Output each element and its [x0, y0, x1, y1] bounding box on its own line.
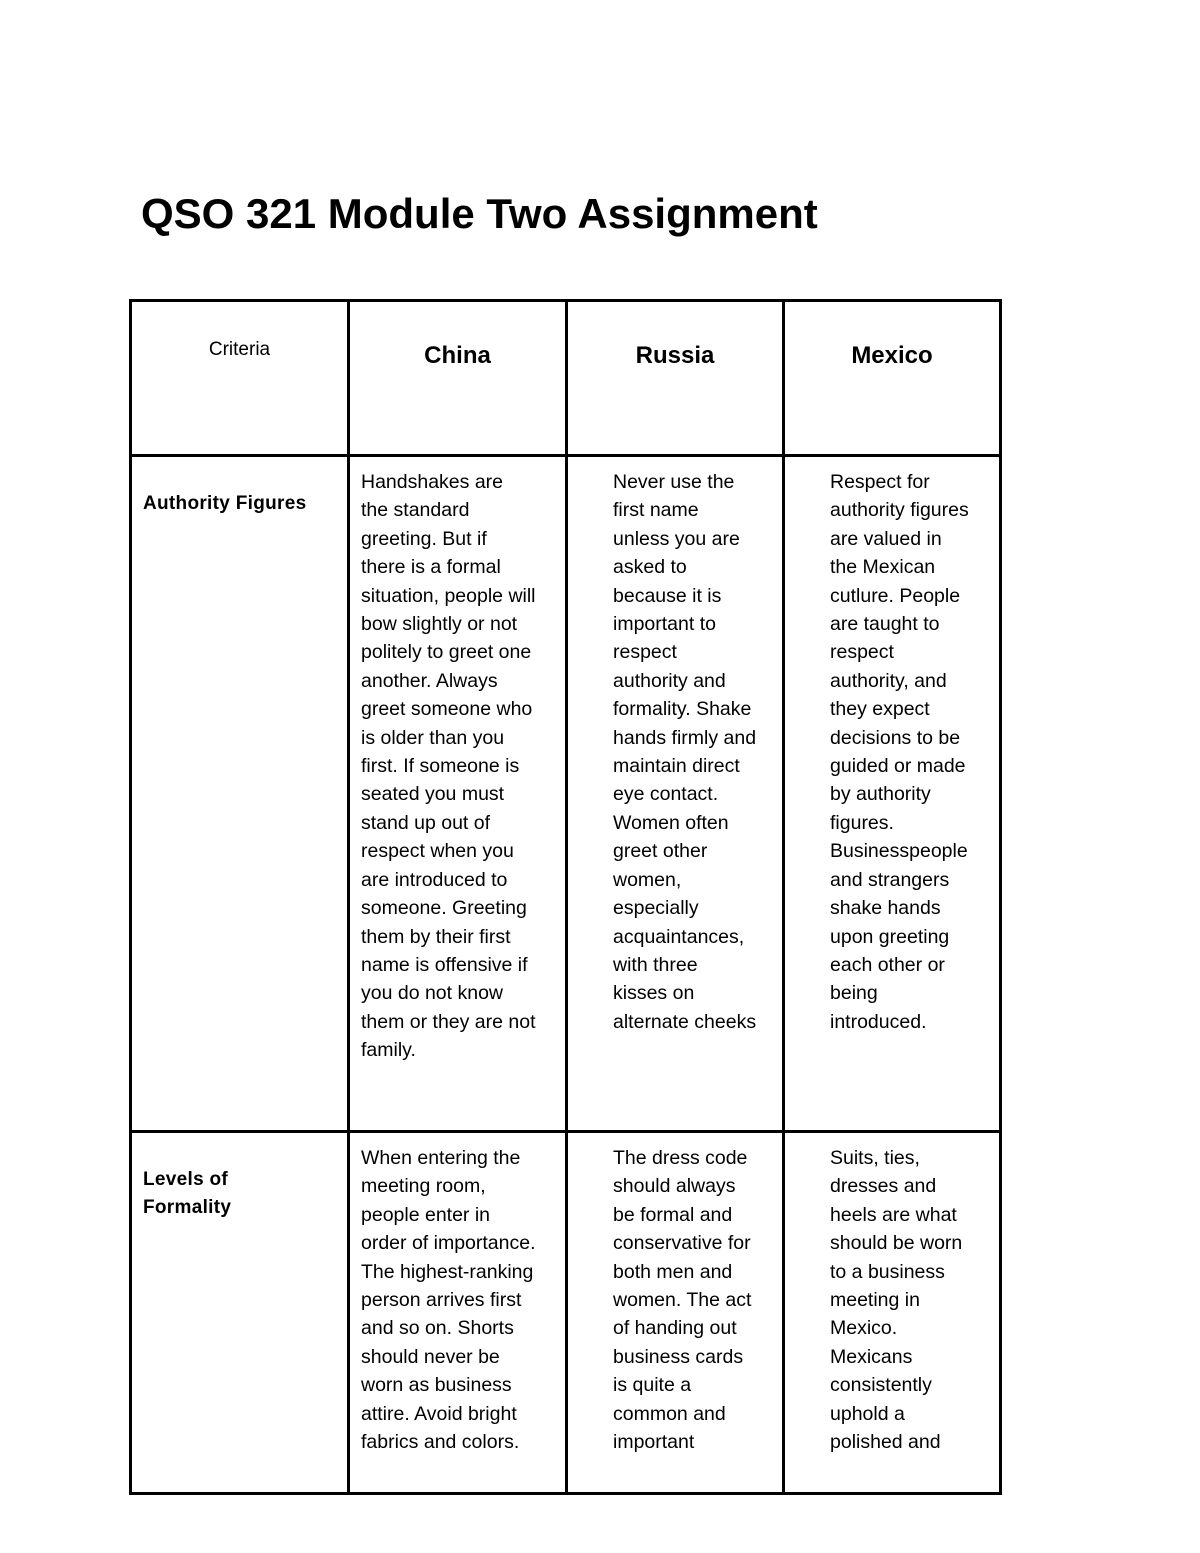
cell-authority-mexico [784, 456, 1001, 1132]
row-label-levels-of-formality [131, 1132, 349, 1494]
cell-text: When entering the meeting room, people enter in order of importance. The highest-ranking person arrives first and so on. Shorts should never be worn as business attire. Avoid bright fabrics and colors. [361, 1147, 536, 1454]
cell-formality-russia [567, 1132, 784, 1494]
cell-text: The dress code should always be formal and conservative for both men and women. The act of handing out business cards is quite a common and important [613, 1147, 752, 1454]
header-russia: Russia [567, 301, 784, 456]
row-label-text: Authority Figures [143, 493, 307, 514]
cell-formality-china [349, 1132, 567, 1494]
row-label-authority-figures [131, 456, 349, 1132]
header-criteria: Criteria [131, 301, 349, 456]
header-mexico: Mexico [784, 301, 1001, 456]
header-china: China [349, 301, 567, 456]
cell-authority-china [349, 456, 567, 1132]
cell-text: Handshakes are the standard greeting. But if there is a formal situation, people will bow slightly or not politely to greet one another. Always greet someone who is older than you first. If someone is seated you must stand up out of respect when you are introduced to someone. Greeting them by their first name is offensive if you do not know them or they are not family. [361, 471, 536, 1062]
cell-text: Suits, ties, dresses and heels are what should be worn to a business meeting in Mexico. Mexicans consistently uphold a polished and [830, 1147, 963, 1454]
table-row-authority-figures [131, 456, 1001, 1132]
cell-text: Respect for authority figures are valued in the Mexican cutlure. People are taught to respect authority, and they expect decisions to be guided or made by authority figures. Businesspeople and strangers shake hands upon greeting each other or being introduced. [830, 471, 969, 1033]
row-label-text: Levels of Formality [143, 1169, 232, 1218]
cell-formality-mexico [784, 1132, 1001, 1494]
cell-authority-russia [567, 456, 784, 1132]
table-row-levels-of-formality [131, 1132, 1001, 1494]
cell-text: Never use the first name unless you are asked to because it is important to respect authority and formality. Shake hands firmly and maintain direct eye contact. Women often greet other women, especially acquaintances, with three kisses on alternate cheeks [613, 471, 757, 1033]
document-title: QSO 321 Module Two Assignment [141, 190, 818, 237]
comparison-table [129, 299, 1002, 1495]
table-header-row [131, 301, 1001, 456]
